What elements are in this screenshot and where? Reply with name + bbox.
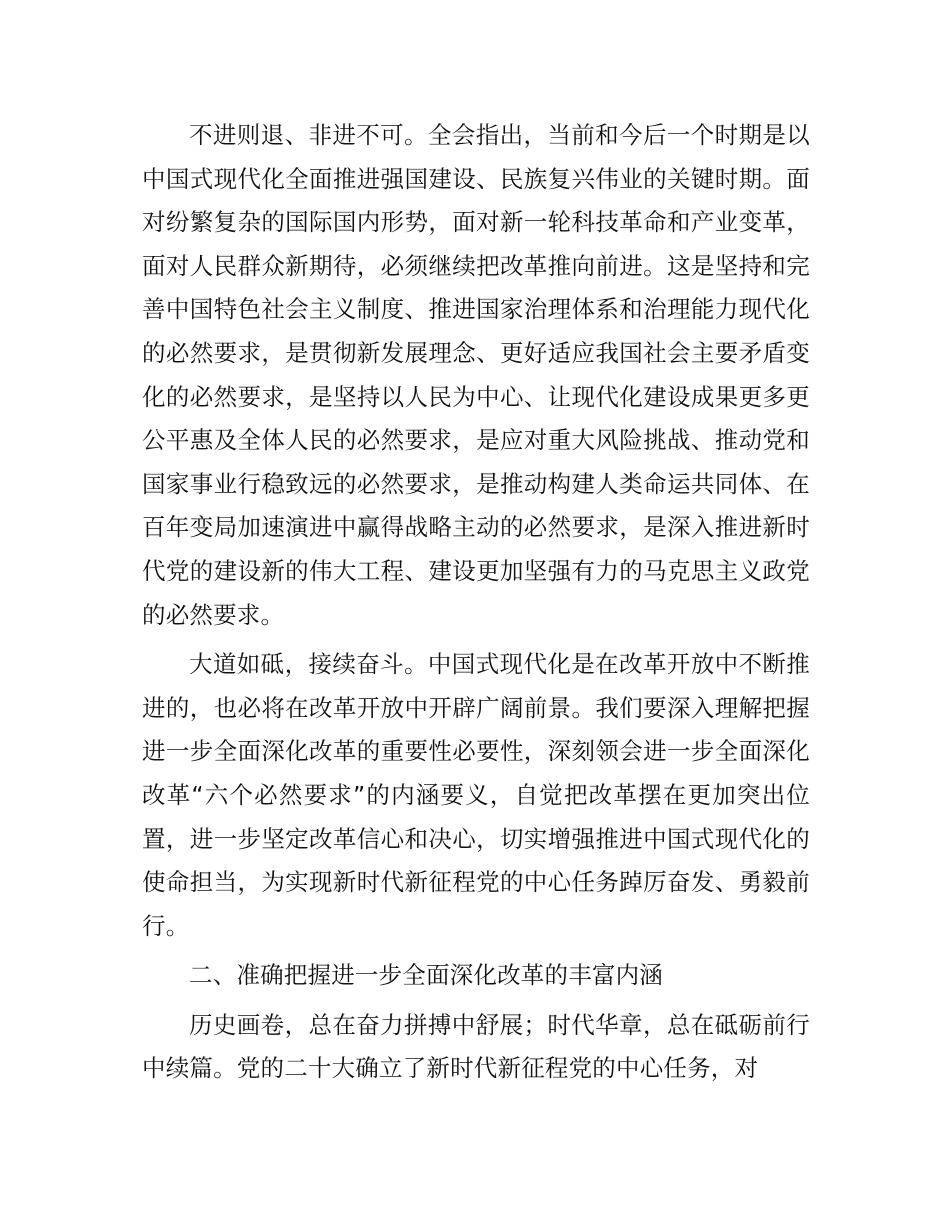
paragraph-1: 不进则退、非进不可。全会指出，当前和今后一个时期是以中国式现代化全面推进强国建设、民族复兴伟业的关键时期。面对纷繁复杂的国际国内形势，面对新一轮科技革命和产业变革，面对人民群众新期待，必须继续把改革推向前进。这是坚持和完善中国特色社会主义制度、推进国家治理体系和治理能力现代化的必然要求，是贯彻新发展理念、更好适应我国社会主要矛盾变化的必然要求，是坚持以人民为中心、让现代化建设成果更多更公平惠及全体人民的必然要求，是应对重大风险挑战、推动党和国家事业行稳致远的必然要求，是推动构建人类命运共同体、在百年变局加速演进中赢得战略主动的必然要求，是深入推进新时代党的建设新的伟大工程、建设更加坚强有力的马克思主义政党的必然要求。 <box>142 121 810 629</box>
paragraph-3: 历史画卷，总在奋力拼搏中舒展；时代华章，总在砥砺前行中续篇。党的二十大确立了新时代新征程党的中心任务，对 <box>142 1010 810 1083</box>
section-heading: 二、准确把握进一步全面深化改革的丰富内涵 <box>189 961 663 990</box>
document-body <box>142 114 810 1097</box>
paragraph-2: 大道如砥，接续奋斗。中国式现代化是在改革开放中不断推进的，也必将在改革开放中开辟广阔前景。我们要深入理解把握进一步全面深化改革的重要性必要性，深刻领会进一步全面深化改革“六个必然要求”的内涵要义，自觉把改革摆在更加突出位置，进一步坚定改革信心和决心，切实增强推进中国式现代化的使命担当，为实现新时代新征程党的中心任务踔厉奋发、勇毅前行。 <box>142 650 810 940</box>
